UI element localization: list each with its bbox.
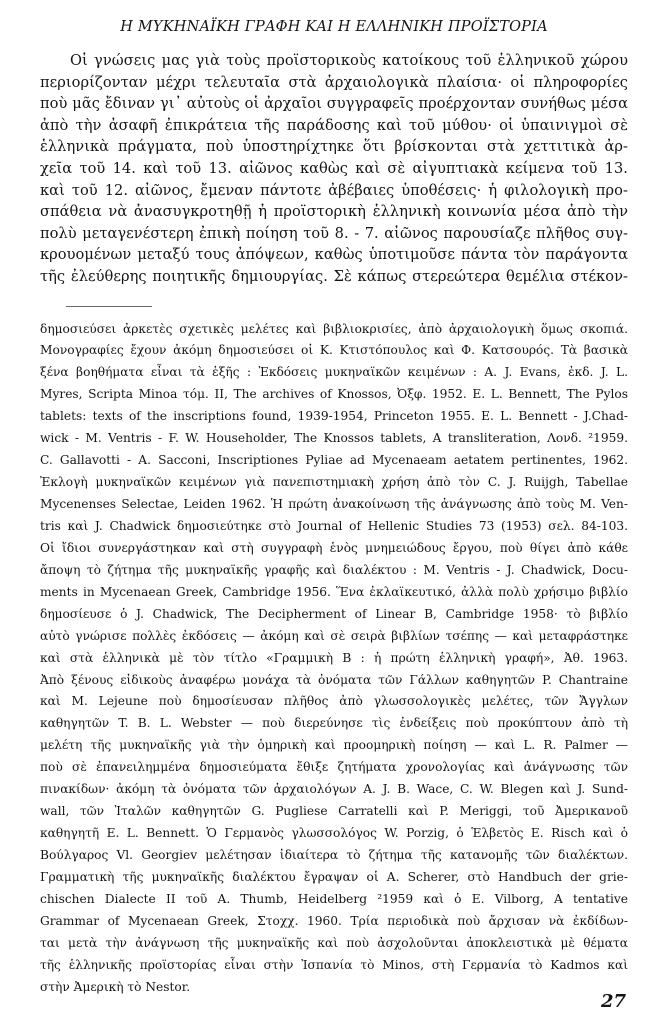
footnote-separator-rule: [66, 306, 152, 307]
body-text-line: ἑλληνικὰ πράγματα, ποὺ ὑποστηρίχτηκε ὅτι βρίσκονται στὰ χεττιτικὰ ἀρ-: [40, 138, 628, 156]
footnote-line: Myres, Scripta Minoa τόμ. II, The archives of Knossos, Ὀξφ. 1952. E. L. Bennett, The Pylos: [40, 387, 628, 402]
footnote-line: ments in Mycenaean Greek, Cambridge 1956. Ἕνα ἐκλαϊκευτικό, ἀλλὰ πολὺ χρήσιμο βιβλίο: [40, 584, 628, 599]
footnote-line: Grammar of Mycenaean Greek, Στοχχ. 1960. Τρία περιοδικὰ ποὺ ἄρχισαν νὰ ἐκδίδων-: [40, 913, 628, 928]
body-text-line: σπάθεια νὰ ἀνασυγκροτηθῇ ἡ προϊστορικὴ ἑλληνικὴ κοινωνία μέσα ἀπὸ τὴν: [40, 203, 628, 221]
body-text-line: Οἱ γνώσεις μας γιὰ τοὺς προϊστορικοὺς κατοίκους τοῦ ἑλληνικοῦ χώρου: [70, 52, 628, 69]
footnote-line: ἄποψη τὸ ζήτημα τῆς μυκηναϊκῆς γραφῆς καὶ διαλέκτου : M. Ventris - J. Chadwick, Docu-: [40, 562, 628, 577]
body-text-line: χεῖα τοῦ 14. καὶ τοῦ 13. αἰῶνος καθὼς καὶ σὲ αἰγυπτιακὰ κείμενα τοῦ 13.: [40, 159, 628, 177]
body-text-line: κρουομένων μεταξύ τους ἀπόψεων, καθὼς ὑποτιμοῦσε πάντα τὸν παράγοντα: [40, 246, 628, 264]
footnote-line: wick - M. Ventris - F. W. Householder, The Knossos tablets, A transliteration, Λονδ. ²1959.: [40, 431, 628, 446]
body-text-line: πολὺ μεταγενέστερη ἐπικὴ ποίηση τοῦ 8. - 7. αἰῶνος παρουσίαζε πλῆθος συγ-: [40, 224, 628, 242]
footnote-line: καθηγητῆ E. L. Bennett. Ὁ Γερμανὸς γλωσσολόγος W. Porzig, ὁ Ἑλβετὸς E. Risch καὶ ὁ: [40, 826, 628, 841]
footnote-line: καθηγητῶν T. B. L. Webster — ποὺ διερεύνησε τὶς ἐνδείξεις ποὺ προκύπτουν ἀπὸ τὴ: [40, 716, 628, 731]
body-text-line: περιορίζονταν μέχρι τελευταῖα στὰ ἀρχαιολογικὰ πλαίσια· οἱ πληροφορίες: [40, 73, 628, 91]
footnote-line: πινακίδων· ἀκόμη τὰ ὀνόματα τῶν ἀρχαιολόγων A. J. B. Wace, C. W. Blegen καὶ J. Sund-: [40, 782, 628, 797]
footnote-line: αὐτὸ γνώρισε πολλὲς ἐκδόσεις — ἀκόμη καὶ σὲ σειρὰ βιβλίων τσέπης — καὶ μεταφράστηκε: [40, 628, 628, 643]
footnote-line: Mycenenses Selectae, Leiden 1962. Ἡ πρώτη ἀνακοίνωση τῆς ἀνάγνωσης ἀπὸ τοὺς M. Ven-: [40, 497, 628, 512]
footnote-line: chischen Dialecte II τοῦ A. Thumb, Heidelberg ²1959 καὶ ὁ E. Vilborg, A tentative: [40, 891, 628, 906]
footnote-line: Βούλγαρος Vl. Georgiev μελέτησαν ἰδιαίτερα τὸ ζήτημα τῆς κατανομῆς τῶν διαλέκτων.: [40, 848, 628, 863]
footnote-line: Γραμματικὴ τῆς μυκηναϊκῆς διαλέκτου ἔγραψαν οἱ A. Scherer, στὸ Handbuch der grie-: [40, 869, 628, 884]
footnote-line: ται μετὰ τὴν ἀνάγνωση τῆς μυκηναϊκῆς καὶ ποὺ ἀσχολοῦνται ἀποκλειστικὰ μὲ θέματα: [40, 935, 628, 950]
footnote-line: wall, τῶν Ἰταλῶν καθηγητῶν G. Pugliese Carratelli καὶ P. Meriggi, τοῦ Ἀμερικανοῦ: [40, 804, 628, 819]
footnote-line: Ἐκλογὴ μυκηναϊκῶν κειμένων γιὰ πανεπιστημιακὴ χρήση ἀπὸ τὸν C. J. Ruijgh, Tabellae: [40, 475, 628, 490]
body-text-line: ποὺ μᾶς ἔδιναν γι᾽ αὐτοὺς οἱ ἀρχαῖοι συγγραφεῖς προέρχονταν συνήθως μέσα: [40, 95, 628, 113]
footnote-block: [40, 319, 628, 999]
footnote-line: tablets: texts of the inscriptions found, 1939-1954, Princeton 1955. E. L. Bennett - J.Chad-: [40, 409, 628, 424]
footnote-line: ποὺ σὲ ἐπανειλημμένα δημοσιεύματα ἔθιξε ζητήματα χρονολογίας καὶ ἀνάγνωσης τῶν: [40, 760, 628, 775]
footnote-line: τῆς ἑλληνικῆς προϊστορίας εἶναι στὴν Ἰσπανία τὸ Minos, στὴ Γερμανία τὸ Kadmos καὶ: [40, 957, 628, 972]
footnote-line: δημοσίευσε ὁ J. Chadwick, The Decipherment of Linear B, Cambridge 1958· τὸ βιβλίο: [40, 606, 628, 621]
main-paragraph: [40, 50, 628, 288]
page-number: 27: [600, 991, 626, 1012]
body-text-line: καὶ τοῦ 12. αἰῶνος, ἔμεναν πάντοτε ἀβέβαιες ὑποθέσεις· ἡ φιλολογικὴ προ-: [40, 181, 628, 199]
footnote-line: καὶ στὰ ἑλληνικὰ μὲ τὸν τίτλο «Γραμμικὴ Β : ἡ πρώτη ἑλληνικὴ γραφή», Ἀθ. 1963.: [40, 650, 628, 665]
footnote-line: tris καὶ J. Chadwick δημοσιεύτηκε στὸ Journal of Hellenic Studies 73 (1953) σελ. 84-103.: [40, 518, 628, 533]
footnote-line: Οἱ ἴδιοι συνεργάστηκαν καὶ στὴ συγγραφὴ ἑνὸς μνημειώδους ἔργου, ποὺ θίγει ἀπὸ κάθε: [40, 540, 628, 555]
footnote-line: καὶ M. Lejeune ποὺ δημοσίευσαν πλῆθος ἀπὸ γλωσσολογικὲς μελέτες, τῶν Ἄγγλων: [40, 694, 628, 709]
footnote-line: Μονογραφίες ἔχουν ἀκόμη δημοσιεύσει οἱ Κ. Κτιστόπουλος καὶ Φ. Κατσουρός. Τὰ βασικὰ: [40, 343, 628, 358]
footnote-line: στὴν Ἀμερικὴ τὸ Nestor.: [40, 979, 191, 994]
footnote-line: Ἀπὸ ξένους εἰδικοὺς ἀναφέρω μονάχα τὰ ὀνόματα τῶν Γάλλων καθηγητῶν P. Chantraine: [40, 672, 628, 687]
footnote-line: C. Gallavotti - A. Sacconi, Inscriptiones Pyliae ad Mycenaeam aetatem pertinentes, 1962.: [40, 453, 628, 468]
footnote-line: δημοσιεύσει ἀρκετὲς σχετικὲς μελέτες καὶ βιβλιοκρισίες, ἀπὸ ἀρχαιολογικὴ ὅμως σκοπιά.: [40, 321, 628, 336]
footnote-line: ξένα βοηθήματα εἶναι τὰ ἑξῆς : Ἐκδόσεις μυκηναϊκῶν κειμένων : A. J. Evans, ἐκδ. J. L.: [40, 365, 628, 380]
body-text-line: τῆς ἐλεύθερης ποιητικῆς δημιουργίας. Σὲ κάπως στερεώτερα θεμέλια στέκον-: [40, 267, 628, 285]
running-header: Η ΜΥΚΗΝΑΪΚΗ ΓΡΑΦΗ ΚΑΙ Η ΕΛΛΗΝΙΚΗ ΠΡΟΪΣΤΟΡΙΑ: [120, 19, 548, 35]
body-text-line: ἀπὸ τὴν ἀσαφῆ ἐπικράτεια τῆς παράδοσης καὶ τοῦ μύθου· οἱ ὑπαινιγμοὶ σὲ: [40, 116, 628, 134]
footnote-line: μελέτη τῆς μυκηναϊκῆς γιὰ τὴν ὁμηρικὴ καὶ προομηρικὴ ποίηση — καὶ L. R. Palmer —: [40, 738, 628, 753]
